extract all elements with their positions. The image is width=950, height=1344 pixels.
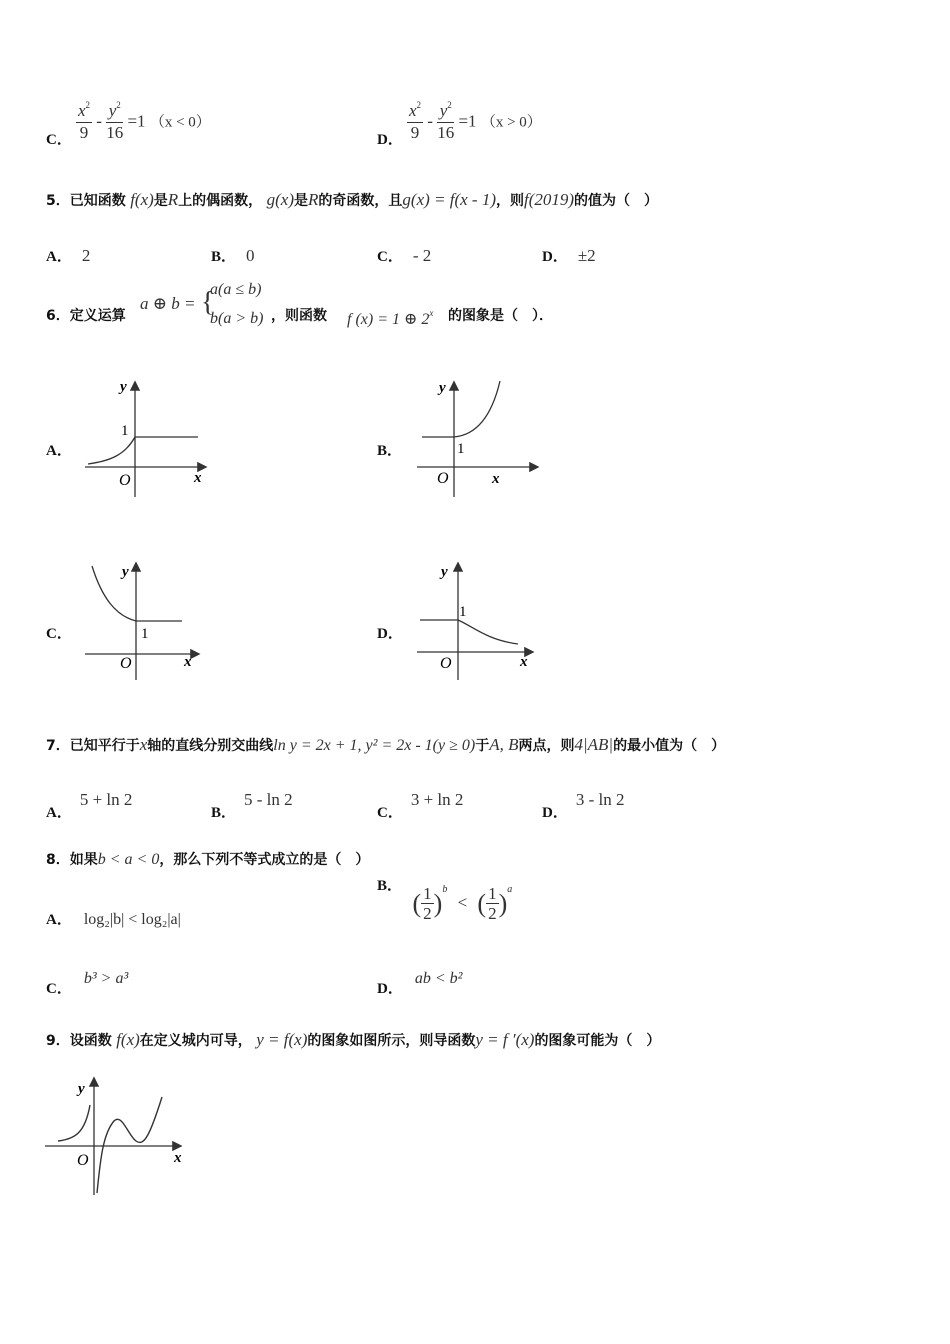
q7-text: 轴的直线分别交曲线 (147, 738, 274, 754)
curve (92, 566, 182, 621)
q7-option-d[interactable] (542, 790, 624, 822)
y-label: y (439, 380, 446, 396)
frac-den: 2 (488, 904, 497, 923)
q6-func-sup: x (429, 308, 434, 318)
q6-graph-a[interactable] (80, 375, 215, 500)
frac-num-x: x (409, 101, 417, 120)
option-label: B． (211, 805, 237, 821)
one-label: 1 (121, 423, 129, 439)
q7-text: 的最小值为（ ） (613, 738, 726, 754)
one-label: 1 (457, 441, 465, 457)
one-label: 1 (459, 604, 467, 620)
equals-one: =1 (458, 111, 477, 131)
x-label: x (174, 1150, 182, 1166)
q5-text: 的奇函数，且 (318, 193, 403, 209)
q5-math-fx: f(x) (130, 190, 154, 209)
q5-text: ，则 (496, 193, 524, 209)
q6-function (347, 309, 433, 329)
q5-option-b[interactable] (211, 245, 255, 266)
option-value: 3 - ln 2 (575, 790, 625, 809)
frac-den: 16 (106, 123, 124, 142)
question-5 (46, 190, 658, 210)
q6-graph-c[interactable] (80, 558, 215, 683)
q8-option-b[interactable] (377, 878, 513, 924)
q7-math-x: x (139, 735, 148, 754)
question-number: 7． (46, 738, 70, 754)
curve (420, 620, 518, 644)
q5-option-d[interactable] (542, 245, 596, 266)
x-label: x (492, 471, 500, 487)
q7-option-c[interactable] (377, 790, 463, 822)
frac-den: 9 (410, 123, 420, 142)
q5-math-r: R (167, 190, 179, 209)
equals-one: =1 (127, 111, 146, 131)
sup: 2 (116, 100, 121, 110)
q6-option-d-label[interactable]: D． (377, 626, 403, 642)
question-9 (46, 1030, 660, 1050)
curve-left (58, 1105, 90, 1141)
q5-text: 已知函数 (69, 193, 126, 209)
option-label: C． (377, 249, 403, 265)
curve (88, 437, 198, 464)
q5-option-a[interactable] (46, 245, 90, 266)
option-label: C． (46, 981, 72, 997)
option-label: D． (377, 981, 403, 997)
q4-c-condition: （x < 0） (149, 114, 211, 131)
q4-option-d-label[interactable]: D． (377, 132, 403, 148)
option-label: D． (542, 805, 568, 821)
q4-option-c-formula (76, 102, 211, 143)
option-value: log₂|b| < log₂|a| (83, 911, 181, 928)
q7-math-curves: ln y = 2x + 1, y² = 2x - 1(y ≥ 0) (273, 737, 476, 754)
q7-math-expr: 4|AB| (574, 735, 614, 754)
option-label: B． (377, 878, 403, 895)
option-value: 5 + ln 2 (79, 790, 133, 809)
q6-option-a-label[interactable]: A． (46, 443, 72, 459)
sup: 2 (416, 100, 422, 110)
q9-text: 在定义城内可导， (139, 1033, 252, 1049)
q9-text: 的图象可能为（ ） (534, 1033, 661, 1049)
q5-text: 的值为（ ） (574, 193, 659, 209)
y-label: y (122, 564, 129, 580)
q7-text: 已知平行于 (69, 738, 140, 754)
q9-text: 设函数 (69, 1033, 112, 1049)
q8-text: ，那么下列不等式成立的是（ ） (159, 852, 370, 868)
origin-label: O (119, 472, 131, 489)
curve (422, 381, 500, 437)
q6-func-text: f (x) = 1 ⊕ 2 (347, 311, 430, 328)
q6-case-1: a(a ≤ b) (210, 281, 262, 298)
frac-den: 16 (437, 123, 455, 142)
y-label: y (120, 379, 127, 395)
q6-brace: { (201, 287, 215, 318)
q8-math-cond: b < a < 0 (97, 851, 160, 868)
exp-b: b (442, 884, 448, 896)
sup: 2 (85, 100, 91, 110)
x-label: x (194, 470, 202, 486)
q8-option-c[interactable] (46, 970, 128, 998)
exp-a: a (507, 884, 513, 896)
q6-graph-b[interactable] (412, 375, 547, 500)
question-number: 5． (46, 193, 70, 209)
one-label: 1 (141, 626, 149, 642)
q9-graph (40, 1075, 190, 1200)
q6-text: 定义运算 (69, 308, 126, 324)
option-value: 2 (81, 246, 91, 265)
q9-math-yfx: y = f(x) (256, 1030, 308, 1049)
q7-text: 于 (475, 738, 490, 754)
sup: 2 (447, 100, 452, 110)
frac-num: 1 (423, 884, 432, 903)
question-number: 9． (46, 1033, 70, 1049)
y-label: y (441, 564, 448, 580)
x-label: x (184, 654, 192, 670)
q9-math-yfpx: y = f ′(x) (475, 1030, 535, 1049)
q4-option-d-formula (407, 102, 542, 143)
q6-graph-d[interactable] (412, 558, 547, 683)
origin-label: O (120, 655, 132, 672)
option-value: b³ > a³ (83, 970, 129, 987)
origin-label: O (440, 655, 452, 672)
q5-math-gx: g(x) (266, 190, 295, 209)
option-label: D． (542, 249, 568, 265)
less-than: < (457, 893, 468, 913)
option-label: C． (377, 805, 403, 821)
minus: - (427, 111, 433, 131)
q6-operator: a ⊕ b = (140, 294, 196, 313)
q6-option-c-label[interactable]: C． (46, 626, 72, 642)
frac-den: 9 (79, 123, 89, 142)
option-value: ab < b² (414, 970, 463, 987)
q4-d-condition: （x > 0） (480, 114, 542, 131)
option-value: 5 - ln 2 (244, 790, 293, 809)
q5-text: 上的偶函数， (178, 193, 263, 209)
q6-option-b-label[interactable]: B． (377, 443, 403, 459)
q9-math-fx: f(x) (116, 1030, 140, 1049)
q7-math-ab: A, B (489, 735, 519, 754)
q6-text: 的图象是（ ）． (448, 308, 553, 324)
origin-label: O (77, 1152, 89, 1169)
q5-option-c[interactable] (377, 245, 431, 266)
q8-option-d[interactable] (377, 970, 462, 998)
q7-text: 两点，则 (518, 738, 575, 754)
frac-num-y: y (439, 101, 448, 120)
frac-num-y: y (108, 101, 117, 120)
y-label: y (78, 1081, 85, 1097)
q6-text: ，则函数 (271, 308, 327, 324)
x-label: x (520, 654, 528, 670)
q5-math-f2019: f(2019) (524, 190, 575, 209)
question-7 (46, 735, 725, 755)
q5-math-relation: g(x) = f(x - 1) (402, 190, 496, 209)
q6-case-2: b(a > b) (210, 310, 264, 327)
option-label: A． (46, 805, 72, 821)
q7-option-b[interactable] (211, 790, 293, 822)
option-value: 3 + ln 2 (410, 790, 464, 809)
q9-text: 的图象如图所示，则导函数 (307, 1033, 476, 1049)
q5-text: 是 (153, 193, 168, 209)
q6-text-start (46, 305, 126, 325)
option-label: A． (46, 249, 72, 265)
q8-option-a[interactable] (46, 908, 181, 929)
q7-option-a[interactable] (46, 790, 132, 822)
question-number: 6． (46, 308, 70, 324)
frac-num: 1 (488, 884, 497, 903)
curve-right (97, 1097, 162, 1193)
q8-text: 如果 (69, 852, 98, 868)
option-value-render: ( $\frac{1}{2}$ )$^b$ < ( $\frac{1}{2}$ )$^a$ (412, 884, 513, 923)
option-value: - 2 (412, 246, 432, 265)
question-8 (46, 849, 369, 869)
q5-text: 是 (294, 193, 309, 209)
question-number: 8． (46, 852, 70, 868)
option-value: ±2 (577, 246, 596, 265)
q4-option-c-label[interactable]: C． (46, 132, 72, 148)
option-value: 0 (246, 246, 255, 265)
frac-num-x: x (78, 101, 86, 120)
origin-label: O (437, 470, 449, 487)
minus: - (96, 111, 102, 131)
q5-math-r: R (308, 190, 319, 209)
option-label: A． (46, 912, 72, 928)
frac-den: 2 (423, 904, 432, 923)
option-label: B． (211, 249, 237, 265)
